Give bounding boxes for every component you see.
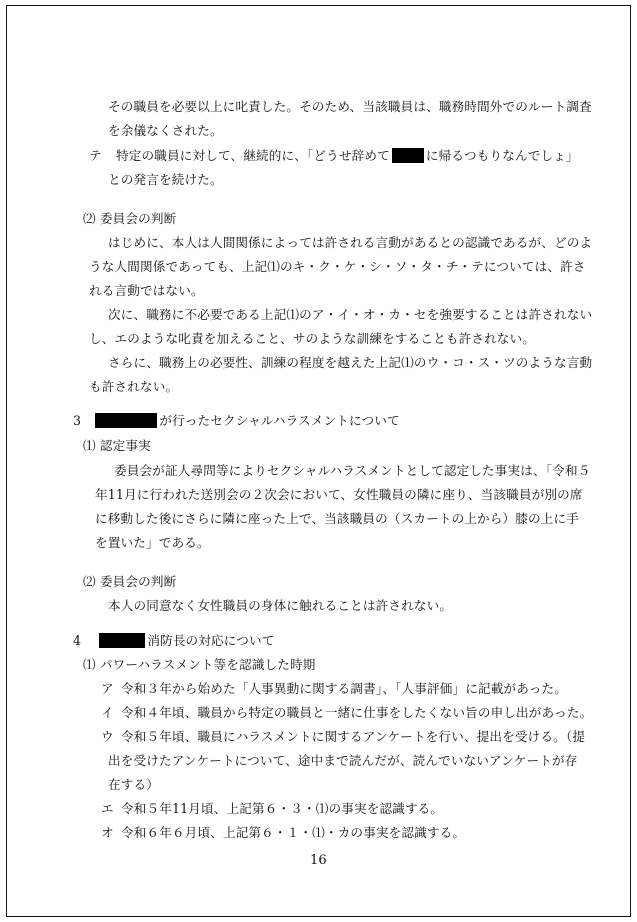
section-heading — [73, 413, 400, 429]
section-heading: ⑵ 委員会の判断 — [83, 211, 177, 226]
redaction-box — [95, 413, 157, 428]
list-item — [101, 729, 585, 745]
text-line: さらに、職務上の必要性、訓練の程度を越えた上記⑴のウ・コ・ス・ツのような言動 — [108, 355, 593, 370]
text-line: 次に、職務に不必要である上記⑴のア・イ・オ・カ・セを強要することは許されない — [108, 307, 593, 322]
text-line: を余儀なくされた。 — [108, 123, 223, 138]
redaction-box — [392, 148, 424, 163]
text-line: し、エのような叱責を加えること、サのような訓練をすることも許されない。 — [89, 331, 536, 346]
text-line: との発言を続けた。 — [108, 172, 223, 187]
text-line: に移動した後にさらに隣に座った上で、当該職員の（スカートの上から）膝の上に手 — [95, 511, 580, 526]
list-text: 令和５年11月頃、上記第６・３・⑴の事実を認識する。 — [121, 801, 444, 816]
list-label: イ — [101, 705, 114, 720]
text-line: も許されない。 — [89, 379, 179, 394]
text-line: を置いた」である。 — [95, 535, 210, 550]
list-text: 令和３年から始めた「人事異動に関する調書」、「人事評価」に記載があった。 — [121, 681, 568, 696]
list-label: エ — [101, 801, 114, 816]
text-line: れる言動ではない。 — [89, 283, 204, 298]
list-label: オ — [101, 825, 114, 840]
list-text: に帰るつもりなんでしょ」 — [425, 148, 579, 163]
text-line: はじめに、本人は人間関係によっては許される言動があるとの認識であるが、どのよ — [108, 235, 593, 250]
list-text: 令和６年６月頃、上記第６・１・⑴・カの事実を認識する。 — [121, 825, 466, 840]
subsection-heading: ⑴ パワーハラスメント等を認識した時期 — [83, 657, 316, 672]
subsection-heading: ⑵ 委員会の判断 — [83, 574, 177, 589]
list-label: ウ — [101, 729, 114, 744]
text-line: 出を受けたアンケートについて、途中まで読んだが、読んでいないアンケートが存 — [108, 753, 578, 768]
text-line: 本人の同意なく女性職員の身体に触れることは許されない。 — [108, 598, 453, 613]
list-text: 令和４年頃、職員から特定の職員と一緒に仕事をしたくない旨の申し出があった。 — [121, 705, 593, 720]
list-text: 特定の職員に対して、継続的に、「どうせ辞めて — [116, 148, 390, 163]
list-item — [101, 705, 592, 721]
section-number: 3 — [73, 413, 82, 428]
list-item — [101, 801, 443, 817]
list-item-te — [89, 148, 579, 164]
text-line: 年11月に行われた送別会の２次会において、女性職員の隣に座り、当該職員が別の席 — [95, 487, 583, 502]
text-line: うな人間関係であっても、上記⑴のキ・ク・ケ・シ・ソ・タ・チ・テについては、許さ — [89, 259, 586, 274]
section-number: 4 — [73, 633, 82, 648]
section-title: 消防長の対応について — [147, 633, 275, 648]
text-line: その職員を必要以上に叱責した。そのため、当該職員は、職務時間外でのルート調査 — [108, 99, 592, 114]
list-item — [101, 681, 567, 697]
subsection-heading: ⑴ 認定事実 — [83, 438, 151, 453]
section-heading — [73, 633, 275, 649]
list-text: 令和５年頃、職員にハラスメントに関するアンケートを行い、提出を受ける。（提 — [121, 729, 586, 744]
redaction-box — [99, 633, 145, 648]
list-item — [101, 825, 465, 841]
document-page — [6, 5, 631, 917]
text-line: 在する） — [108, 777, 159, 792]
page-number: 16 — [310, 853, 327, 868]
list-label: ア — [101, 681, 114, 696]
section-title: が行ったセクシャルハラスメントについて — [159, 413, 400, 428]
text-line: 委員会が証人尋問等によりセクシャルハラスメントとして認定した事実は、「令和５ — [114, 463, 591, 478]
list-label: テ — [89, 148, 102, 163]
